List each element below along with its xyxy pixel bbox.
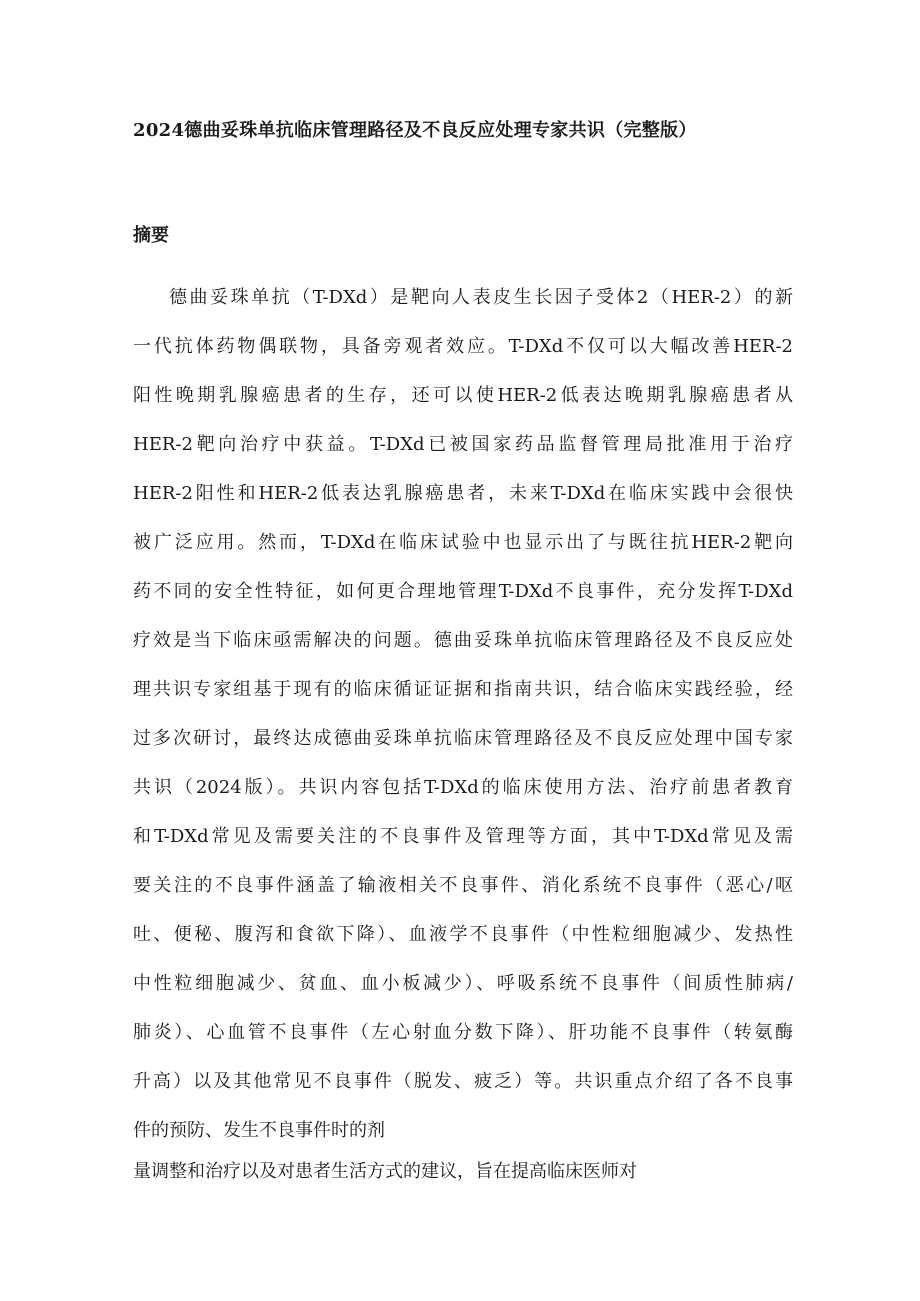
- document-title: 2024德曲妥珠单抗临床管理路径及不良反应处理专家共识（完整版）: [133, 120, 697, 141]
- abstract-line: 疗效是当下临床亟需解决的问题。德曲妥珠单抗临床管理路径及不良反应处: [133, 630, 793, 651]
- abstract-line: 件的预防、发生不良事件时的剂: [133, 1120, 385, 1141]
- abstract-line: 阳性晚期乳腺癌患者的生存，还可以使HER-2低表达晚期乳腺癌患者从: [133, 385, 793, 406]
- abstract-line: 吐、便秘、腹泻和食欲下降）、血液学不良事件（中性粒细胞减少、发热性: [133, 924, 793, 945]
- abstract-line: 和T-DXd常见及需要关注的不良事件及管理等方面，其中T-DXd常见及需: [133, 826, 793, 847]
- abstract-line: 升高）以及其他常见不良事件（脱发、疲乏）等。共识重点介绍了各不良事: [133, 1071, 793, 1092]
- abstract-line: 理共识专家组基于现有的临床循证证据和指南共识，结合临床实践经验，经: [133, 679, 793, 700]
- abstract-line: 药不同的安全性特征，如何更合理地管理T-DXd不良事件，充分发挥T-DXd: [133, 581, 793, 602]
- abstract-line: 要关注的不良事件涵盖了输液相关不良事件、消化系统不良事件（恶心/呕: [133, 875, 793, 896]
- continuation-line: 量调整和治疗以及对患者生活方式的建议，旨在提高临床医师对: [133, 1161, 637, 1182]
- abstract-line: HER-2阳性和HER-2低表达乳腺癌患者，未来T-DXd在临床实践中会很快: [133, 483, 793, 504]
- abstract-heading: 摘要: [133, 225, 169, 246]
- abstract-paragraph: [133, 280, 793, 1162]
- abstract-line: 一代抗体药物偶联物，具备旁观者效应。T-DXd不仅可以大幅改善HER-2: [133, 336, 793, 357]
- abstract-line: 肺炎）、心血管不良事件（左心射血分数下降）、肝功能不良事件（转氨酶: [133, 1022, 793, 1043]
- abstract-line: 中性粒细胞减少、贫血、血小板减少）、呼吸系统不良事件（间质性肺病/: [133, 973, 793, 994]
- abstract-line: 共识（2024版）。共识内容包括T-DXd的临床使用方法、治疗前患者教育: [133, 777, 793, 798]
- abstract-line: 过多次研讨，最终达成德曲妥珠单抗临床管理路径及不良反应处理中国专家: [133, 728, 793, 749]
- abstract-line: HER-2靶向治疗中获益。T-DXd已被国家药品监督管理局批准用于治疗: [133, 434, 793, 455]
- abstract-line: 德曲妥珠单抗（T-DXd）是靶向人表皮生长因子受体2（HER-2）的新: [169, 287, 793, 308]
- abstract-line: 被广泛应用。然而，T-DXd在临床试验中也显示出了与既往抗HER-2靶向: [133, 532, 793, 553]
